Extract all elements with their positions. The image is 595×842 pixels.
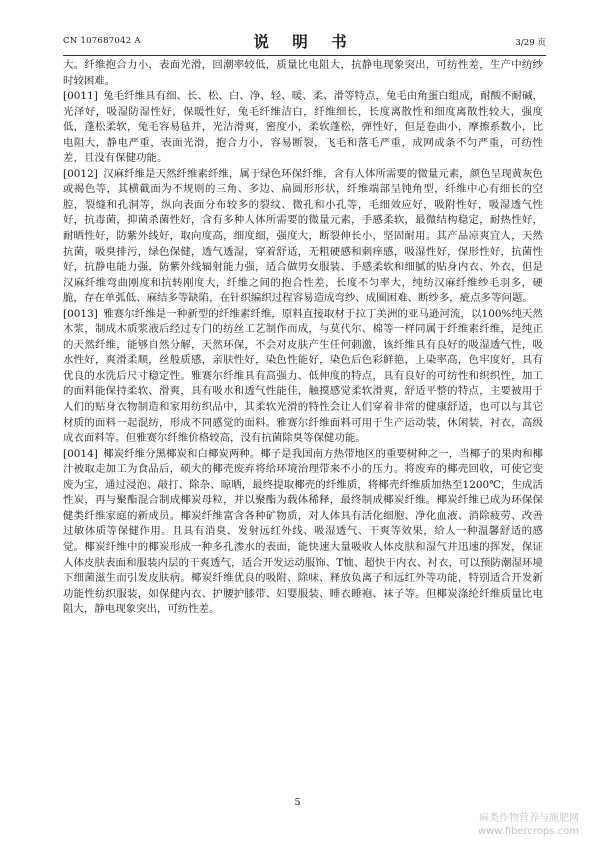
- document-body: [63, 58, 543, 618]
- paragraph-text: 汉麻纤维是天然纤维素纤维，属于绿色环保纤维，含有人体所需要的微量元素，颜色呈现黄灰色或褐色等，其横截面为不规则的三角、多边、扁圆形形状，纤维端部呈钝角型，纤维中心有细长的空腔，裂缝和孔洞等，纵向表面分布较多的裂纹、微孔和小孔等，毛细效应好，吸附性好，吸湿透气性好，抗毒菌，抑菌杀菌性好，含有多种人体所需要的微量元素，手感柔软，最微结构稳定，耐热性好，耐晒性好，防紫外线好，取向度高，细度细，强度大，断裂伸长小，坚固耐用。其产品凉爽宜人，天然抗菌，吸臭排污，绿色保健，透气透湿，穿着舒适，无粗硬感和刺痒感，吸湿性好，保形性好，抗菌性好，抗静电能力强，防紫外线辐射能力强，适合做男女服装、手感柔软和细腻的贴身内衣、外衣，但是汉麻纤维弯曲刚度和抗转刚度大，纤维之间的抱合性差，长度不匀率大，纯纺汉麻纤维纱毛羽多，硬脆，存在单弧低、麻结多等缺陷，在针织编织过程容易造成弯纱、成圈困难、断纱多，疵点多等问题。: [63, 167, 543, 305]
- page-header: [63, 30, 546, 52]
- page-info: 3/29 页: [515, 38, 546, 48]
- paragraph-0013: [63, 307, 543, 447]
- header-divider: [63, 55, 546, 56]
- paragraph-0012: [63, 167, 543, 307]
- paragraph-text: 兔毛纤维具有细、长、松、白、净、轻、暖、柔、滑等特点，兔毛由角蛋白组成，耐酸不耐碱，光泽好，吸湿防湿性好，保暖性好，兔毛纤维洁白，纤维细长，长度离散性和细度离散性较大，强度低，蓬松柔软，兔毛容易毡并，光洁滑爽，密度小，柔软蓬松，弹性好，但是卷曲小，摩擦系数小，比电阻大，静电严重，表面光滑，抱合力小，容易断裂，飞毛和落毛严重，成网成条不匀严重，可纺性差，且没有保健功能。: [63, 90, 543, 165]
- watermark: [478, 812, 579, 838]
- paragraph-number: [0013]: [63, 307, 98, 320]
- paragraph-continued: [63, 58, 543, 89]
- paragraph-0011: [63, 89, 543, 167]
- paragraph-number: [0012]: [63, 167, 98, 180]
- paragraph-number: [0011]: [63, 90, 98, 103]
- watermark-site-name: 麻类作物营养与施肥网: [479, 813, 579, 824]
- doc-number: CN 107687042 A: [63, 36, 141, 46]
- paragraph-text: 雅赛尔纤维是一种新型的纤维素纤维，原料直接取材于拉丁美洲的亚马逊河流，以100%纯天然木浆，制成木质浆液后经过专门的纺丝工艺制作而成，与莫代尔、棉等一样同属于纤维素纤维，是纯正的天然纤维，能够自然分解，天然环保，不会对皮肤产生任何刺激，该纤维具有良好的吸湿透气性，吸水性好，爽滑柔顺，丝般质感，亲肤性好，染色性能好，染色后色彩鲜艳，上染率高，色牢度好，具有优良的水洗后尺寸稳定性。雅赛尔纤维具有高强力、低伸度的特点，具有良好的可纺性和织织性，加工的面料能保持柔软、滑爽，具有吸水和透气性能佳，触摸感觉柔软滑爽，舒适平整的特点，主要被用于人们的贴身衣物制造和家用纺织品中，其柔软光滑的特性会让人们穿着非常的健康舒适，也可以与其它材质的面料一起混纺，形成不同感觉的面料。雅赛尔纤维面料可用于生产运动装，休闲装，衬衣，高级成衣面料等。但雅赛尔纤维价格较高，没有抗菌除臭等保健功能。: [63, 307, 543, 445]
- paragraph-number: [0014]: [63, 447, 98, 460]
- paragraph-text: 大。纤维抱合力小，表面光滑，回潮率较低，质量比电阻大，抗静电现象突出，可纺性差，生产中纺纱时较困难。: [63, 59, 543, 87]
- watermark-url: www.fibercrops.com: [477, 826, 579, 837]
- paragraph-text: 椰炭纤维分黑椰炭和白椰炭两种。椰子是我国南方热带地区的重要树种之一，当椰子的果肉和椰汁被取走加工为食品后，硕大的椰壳废弃将给环境治理带来不小的压力。将废弃的椰壳回收，可使它变废为宝，通过浸泡、敲打、除杂、晾晒，最终提取椰壳的纤维质，将椰壳纤维质加热至1200℃，生成活性炭，再与聚酯混合制成椰炭母粒，并以聚酯为载体稀释，最终制成椰炭纤维。椰炭纤维已成为环保保健类纤维家庭的新成员。椰炭纤维富含各种矿物质，对人体具有活化细胞、净化血液、消除疲劳、改善过敏体质等保健作用。且具有消臭、发射远红外线、吸湿透气、干爽等效果，给人一种温馨舒适的感觉。椰炭纤维中的椰炭形成一种多孔渗水的表面，能快速大量吸收人体皮肤和湿气并迅速的挥发，保证人体皮肤表面和服装内层的干爽透气，适合开发运动服饰、T恤、超快干内衣、衬衣，可以预防潮湿环境下细菌滋生而引发皮肤病。椰炭纤维优良的吸附、除味、释放负离子和远红外等功能，特别适合开发新功能性纺织服装，如保健内衣、护腰护膝带、妇婴服装、睡衣睡袍、袜子等。但椰炭涤纶纤维质量比电阻大，静电现象突出，可纺性差。: [63, 447, 543, 616]
- doc-title: 说 明 书: [253, 32, 356, 51]
- paragraph-0014: [63, 447, 543, 618]
- page-number: 5: [294, 797, 301, 808]
